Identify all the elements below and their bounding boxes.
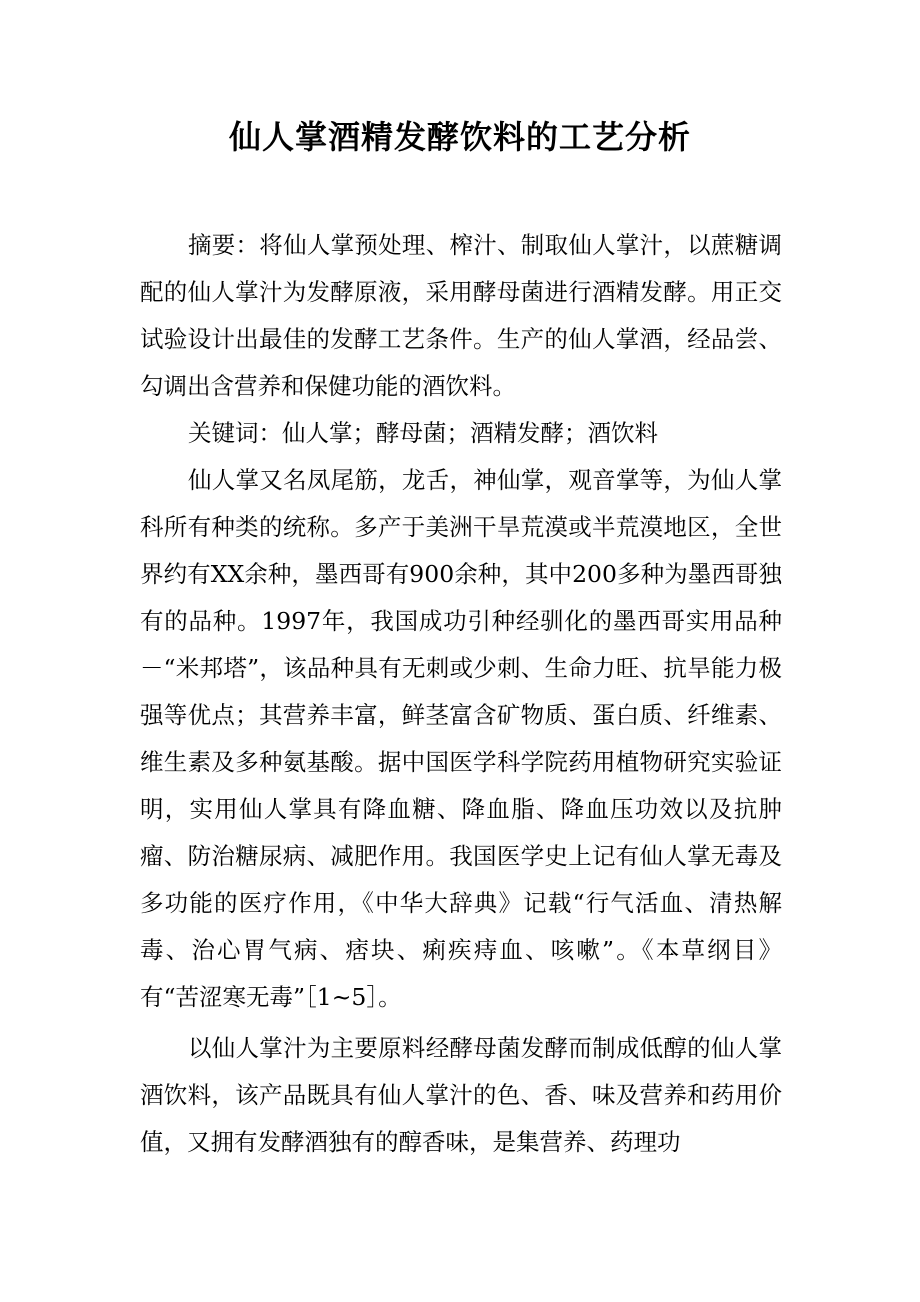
keywords-paragraph: 关键词：仙人掌；酵母菌；酒精发酵；酒饮料 xyxy=(188,419,658,447)
intro-paragraph: 仙人掌又名凤尾筋，龙舌，神仙掌，观音掌等，为仙人掌科所有种类的统称。多产于美洲干旱荒漠或半荒漠地区，全世界约有XX余种，墨西哥有900余种，其中200多种为墨西哥独有的品种。1997年，我国成功引种经驯化的墨西哥实用品种－“米邦塔”，该品种具有无刺或少刺、生命力旺、抗旱能力极强等优点；其营养丰富，鲜茎富含矿物质、蛋白质、纤维素、维生素及多种氨基酸。据中国医学科学院药用植物研究实验证明，实用仙人掌具有降血糖、降血脂、降血压功效以及抗肿瘤、防治糖尿病、减肥作用。我国医学史上记有仙人掌无毒及多功能的医疗作用，《中华大辞典》记载“行气活血、清热解毒、治心胃气病、痞块、痢疾痔血、咳嗽”。《本草纲目》有“苦涩寒无毒”［1~5］。 xyxy=(140,466,782,1011)
product-paragraph: 以仙人掌汁为主要原料经酵母菌发酵而制成低醇的仙人掌酒饮料，该产品既具有仙人掌汁的色、香、味及营养和药用价值，又拥有发酵酒独有的醇香味，是集营养、药理功 xyxy=(140,1034,782,1156)
abstract-paragraph: 摘要：将仙人掌预处理、榨汁、制取仙人掌汁，以蔗糖调配的仙人掌汁为发酵原液，采用酵母菌进行酒精发酵。用正交试验设计出最佳的发酵工艺条件。生产的仙人掌酒，经品尝、勾调出含营养和保健功能的酒饮料。 xyxy=(140,231,782,400)
document-body xyxy=(140,222,782,1166)
document-title: 仙人掌酒精发酵饮料的工艺分析 xyxy=(228,118,691,156)
